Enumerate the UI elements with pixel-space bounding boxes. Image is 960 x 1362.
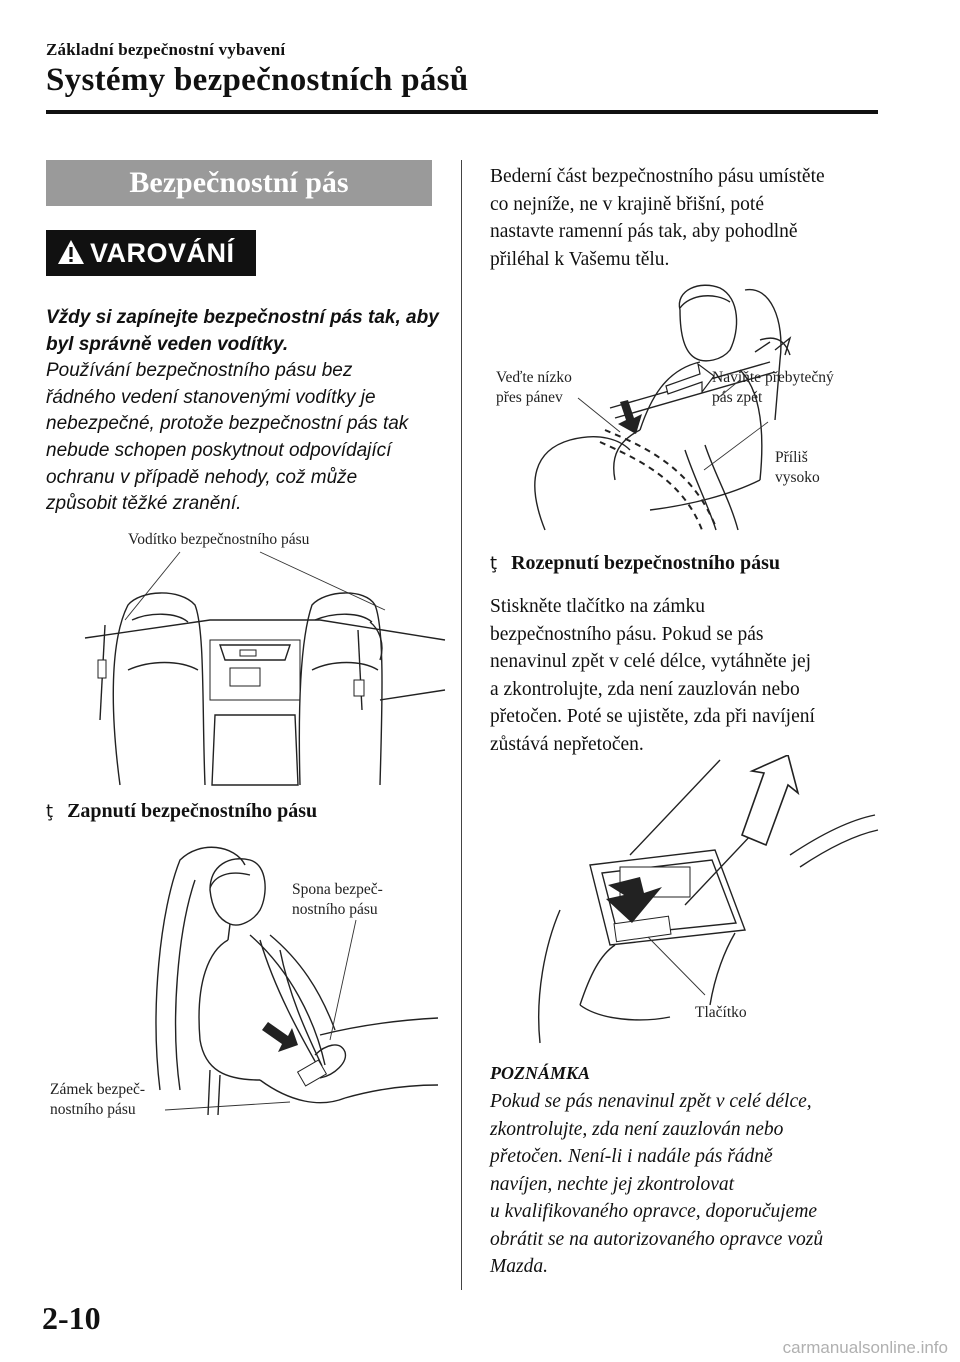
label-high-line: Příliš bbox=[775, 449, 808, 466]
paragraph-lap-belt bbox=[490, 163, 890, 273]
figure-label-low bbox=[496, 368, 572, 408]
label-high-line: vysoko bbox=[775, 469, 820, 486]
column-divider bbox=[461, 160, 462, 1290]
buckle-release-illustration bbox=[520, 755, 880, 1045]
note-line: u kvalifikovaného opravce, doporučujeme bbox=[490, 1201, 818, 1222]
label-low-line: přes pánev bbox=[496, 389, 563, 406]
subheading-fasten bbox=[46, 800, 317, 823]
paragraph-line: zůstává nepřetočen. bbox=[490, 733, 644, 755]
warning-text bbox=[46, 305, 446, 518]
subheading-unfasten-label: Rozepnutí bezpečnostního pásu bbox=[511, 552, 780, 574]
paragraph-line: nastavte ramenní pás tak, aby pohodlně bbox=[490, 221, 798, 242]
note-line: zkontrolujte, zda není zauzlován nebo bbox=[490, 1118, 784, 1140]
label-retract-line: Naviňte přebytečný bbox=[712, 369, 834, 386]
warning-bold-line: Vždy si zapínejte bezpečnostní pás tak, aby bbox=[46, 307, 439, 328]
breadcrumb: Základní bezpečnostní vybavení bbox=[46, 40, 286, 59]
label-buckle-line: Zámek bezpeč- bbox=[50, 1081, 146, 1098]
label-buckle-line: nostního pásu bbox=[50, 1101, 136, 1118]
paragraph-line: co nejníže, ne v krajině břišní, poté bbox=[490, 193, 764, 215]
warning-line: Používání bezpečnostního pásu bez bbox=[46, 360, 353, 382]
warning-triangle-icon bbox=[56, 238, 86, 266]
figure-label-too-high bbox=[775, 448, 820, 488]
figure-label-button: Tlačítko bbox=[695, 1004, 747, 1021]
page-title: Systémy bezpečnostních pásů bbox=[46, 62, 469, 98]
watermark: carmanualsonline.info bbox=[782, 1338, 948, 1357]
warning-line: řádného vedení stanovenými vodítky je bbox=[46, 386, 376, 408]
warning-box bbox=[46, 230, 256, 276]
note-line: navíjen, nechte jej zkontrolovat bbox=[490, 1173, 735, 1195]
warning-bold-line: byl správně veden vodítky. bbox=[46, 333, 289, 355]
figure-label-retract bbox=[712, 368, 834, 408]
label-low-line: Veďte nízko bbox=[496, 369, 572, 386]
paragraph-line: nenavinul zpět v celé délce, vytáhněte jej bbox=[490, 651, 812, 672]
label-tongue-line: Spona bezpeč- bbox=[292, 881, 383, 898]
note-text bbox=[490, 1088, 890, 1281]
warning-line: ochranu v případě nehody, což může bbox=[46, 466, 358, 488]
note-line: přetočen. Není-li i nadále pás řádně bbox=[490, 1146, 773, 1167]
subheading-fasten-label: Zapnutí bezpečnostního pásu bbox=[67, 800, 318, 822]
subheading-bullet-icon: ţ bbox=[46, 801, 54, 822]
note-line: Pokud se pás nenavinul zpět v celé délce, bbox=[490, 1091, 812, 1112]
paragraph-line: a zkontrolujte, zda není zauzlován nebo bbox=[490, 678, 800, 700]
warning-line: nebezpečné, protože bezpečnostní pás tak bbox=[46, 413, 409, 435]
seat-belt-guide-illustration bbox=[80, 550, 450, 795]
paragraph-line: Stiskněte tlačítko na zámku bbox=[490, 596, 705, 617]
subheading-unfasten bbox=[490, 552, 780, 575]
figure-label-guide: Vodítko bezpečnostního pásu bbox=[128, 531, 310, 548]
warning-line: nebude schopen poskytnout odpovídající bbox=[46, 439, 392, 461]
paragraph-line: bezpečnostního pásu. Pokud se pás bbox=[490, 623, 764, 645]
title-rule bbox=[46, 110, 878, 114]
note-title: POZNÁMKA bbox=[490, 1063, 591, 1083]
note-line: Mazda. bbox=[490, 1256, 548, 1277]
label-tongue-line: nostního pásu bbox=[292, 901, 378, 918]
paragraph-line: Bederní část bezpečnostního pásu umístěte bbox=[490, 166, 825, 187]
label-retract-line: pás zpět bbox=[712, 389, 763, 406]
warning-label: VAROVÁNÍ bbox=[90, 238, 235, 268]
paragraph-unfasten bbox=[490, 593, 890, 758]
section-banner: Bezpečnostní pás bbox=[46, 160, 432, 206]
note-line: obrátit se na autorizovaného opravce vozů bbox=[490, 1228, 824, 1250]
page-number: 2-10 bbox=[42, 1300, 101, 1336]
figure-label-buckle bbox=[50, 1080, 145, 1120]
figure-label-tongue bbox=[292, 880, 383, 920]
warning-line: způsobit těžké zranění. bbox=[46, 493, 242, 515]
subheading-bullet-icon: ţ bbox=[490, 553, 498, 574]
paragraph-line: přetočen. Poté se ujistěte, zda při navíjení bbox=[490, 706, 815, 727]
paragraph-line: přiléhal k Vašemu tělu. bbox=[490, 248, 670, 270]
